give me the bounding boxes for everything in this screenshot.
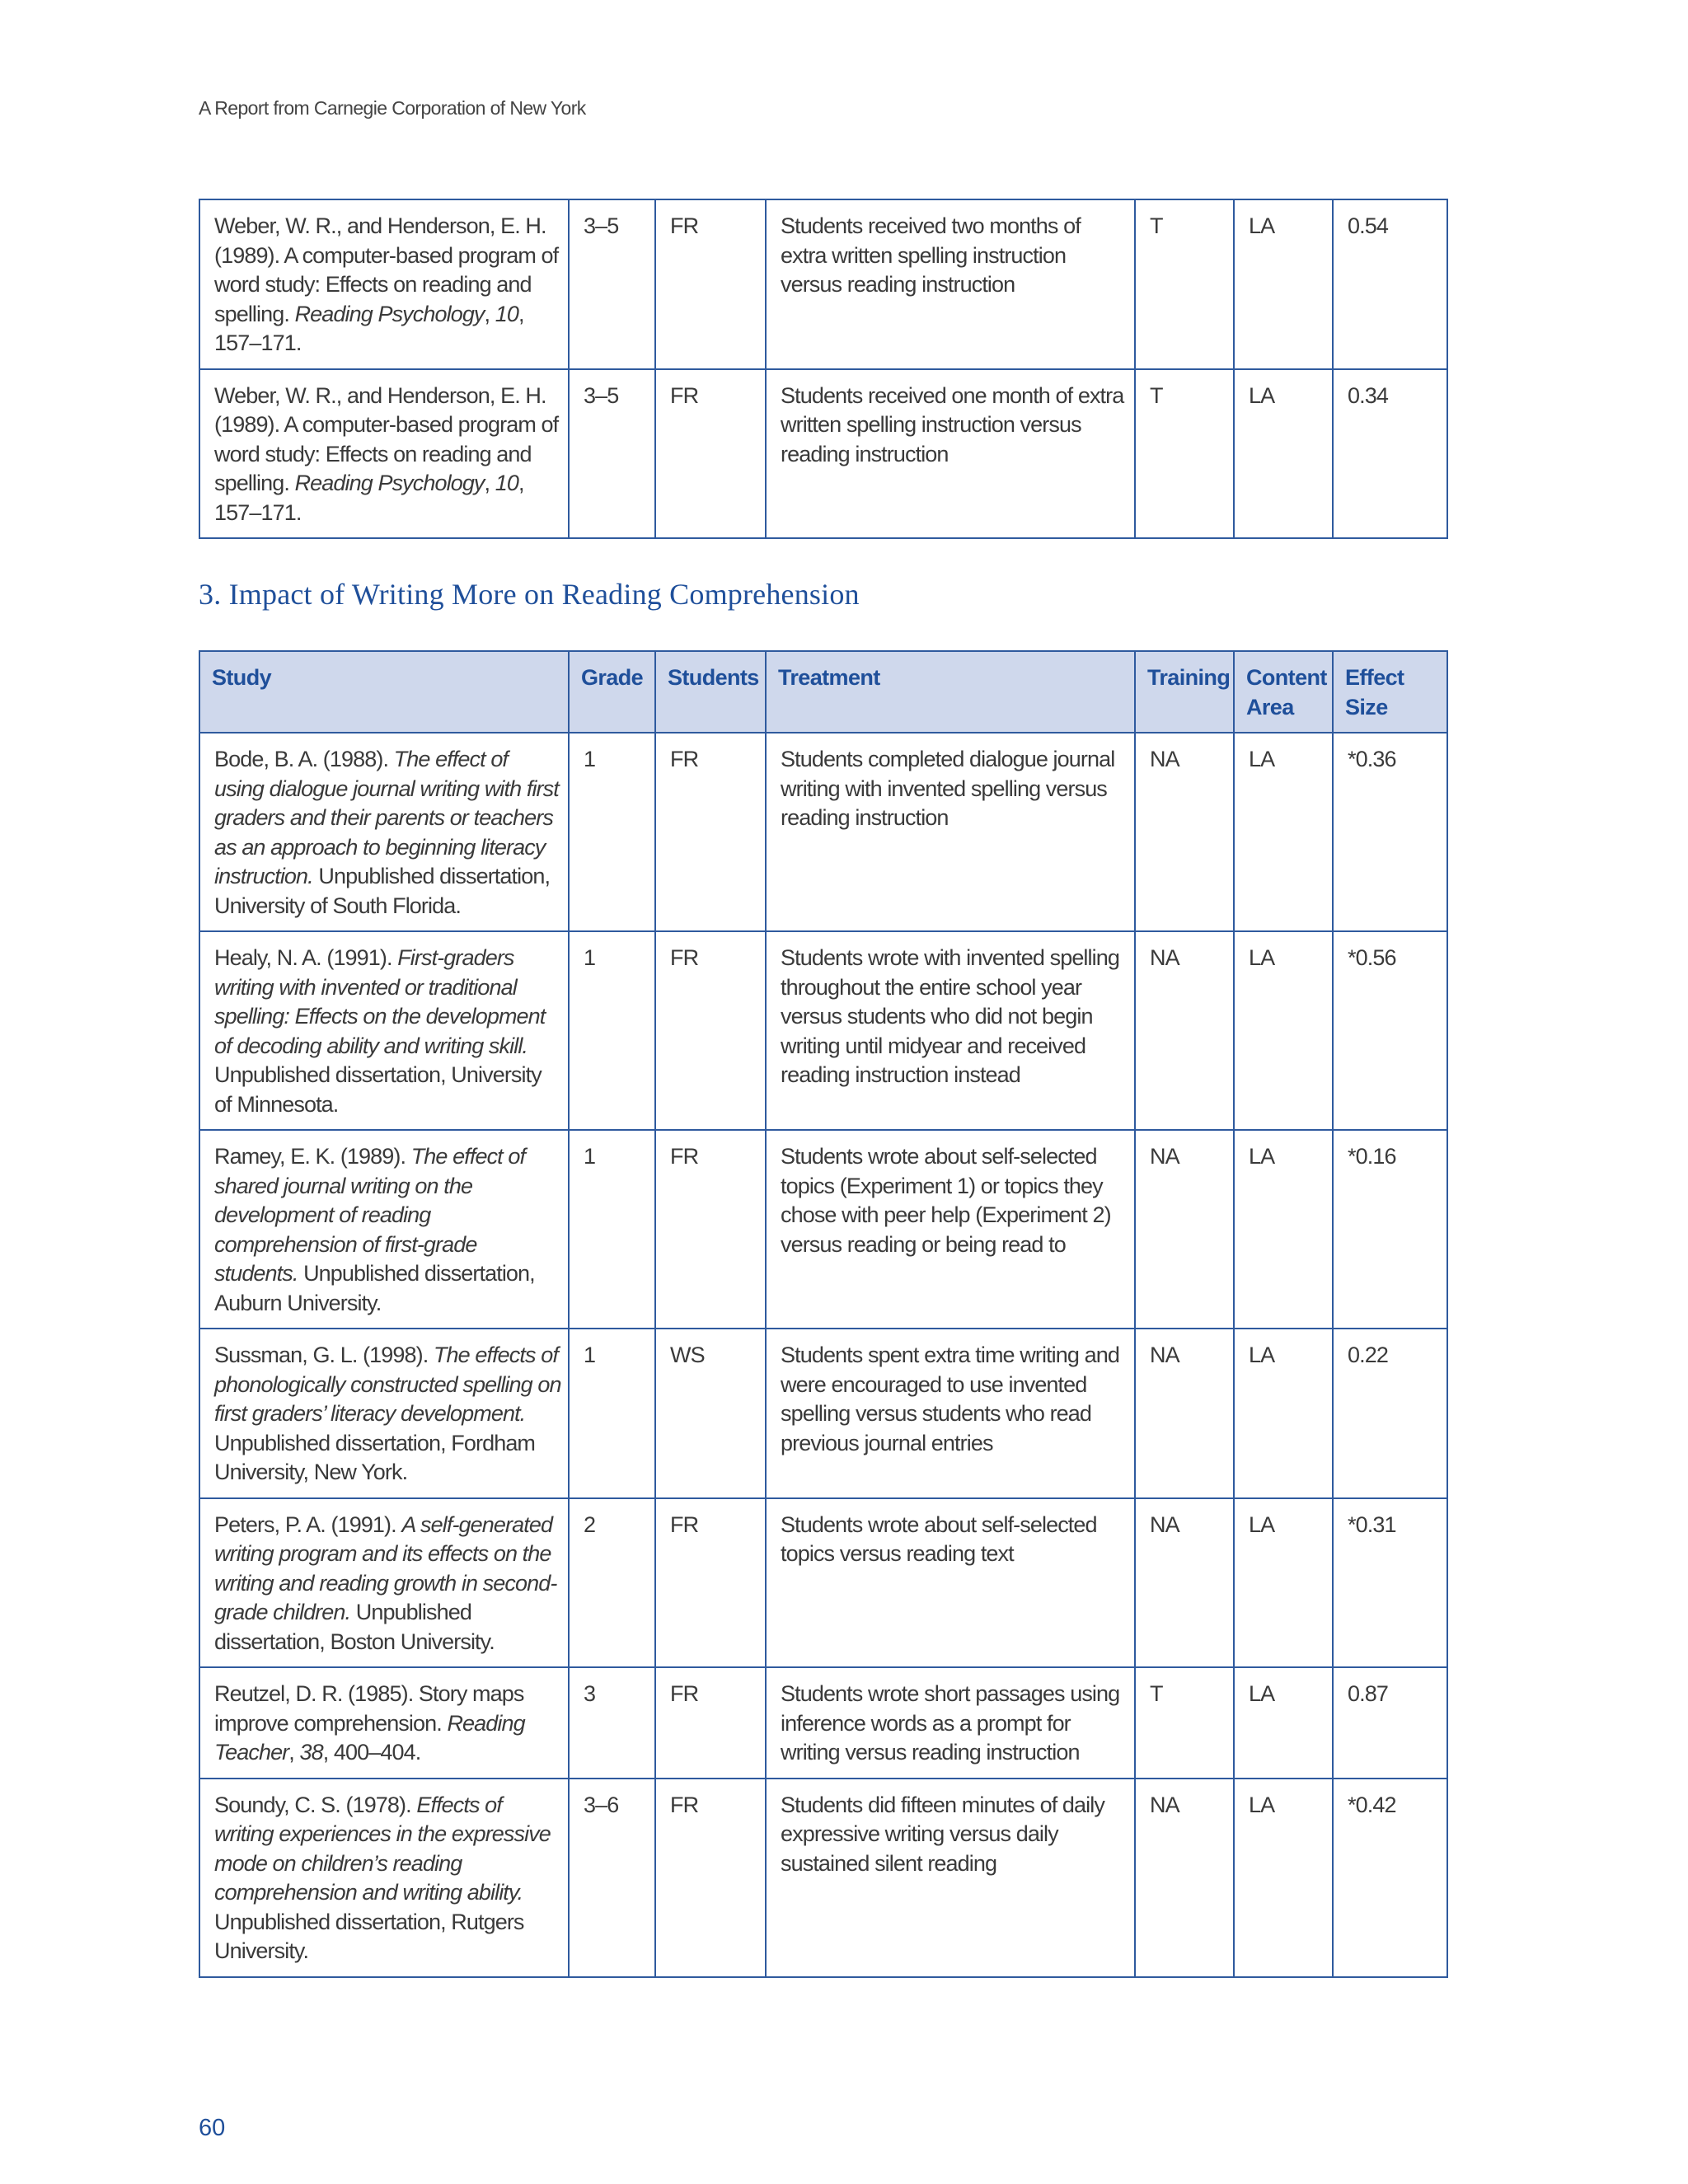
- grade-cell: 1: [569, 1130, 655, 1329]
- column-header-training: Training: [1135, 651, 1234, 733]
- training-cell: T: [1135, 369, 1234, 539]
- students-cell: FR: [655, 1667, 766, 1779]
- students-cell: FR: [655, 733, 766, 931]
- table-header-row: [199, 651, 1447, 733]
- study-cell: Soundy, C. S. (1978). Effects of writing experiences in the expressive mode on children’s reading comprehension and writing ability. Unpublished dissertation, Rutgers University.: [199, 1779, 569, 1977]
- effect-size-cell: *0.56: [1333, 931, 1447, 1130]
- study-cell: Ramey, E. K. (1989). The effect of shared journal writing on the development of reading comprehension of first-grade students. Unpublished dissertation, Auburn University.: [199, 1130, 569, 1329]
- treatment-cell: Students received two months of extra written spelling instruction versus reading instruction: [766, 199, 1135, 369]
- effect-size-cell: 0.22: [1333, 1329, 1447, 1498]
- students-cell: FR: [655, 1130, 766, 1329]
- table-row: [199, 733, 1447, 931]
- treatment-cell: Students wrote about self-selected topics (Experiment 1) or topics they chose with peer help (Experiment 2) versus reading or being read to: [766, 1130, 1135, 1329]
- study-cell: Peters, P. A. (1991). A self-generated writing program and its effects on the writing and reading growth in second-grade children. Unpublished dissertation, Boston University.: [199, 1498, 569, 1668]
- treatment-cell: Students spent extra time writing and were encouraged to use invented spelling versus students who read previous journal entries: [766, 1329, 1135, 1498]
- effect-size-cell: 0.54: [1333, 199, 1447, 369]
- table-row: [199, 1667, 1447, 1779]
- content-area-cell: LA: [1234, 931, 1333, 1130]
- students-cell: FR: [655, 1498, 766, 1668]
- table-row: [199, 1130, 1447, 1329]
- content-area-cell: LA: [1234, 1667, 1333, 1779]
- section-heading: 3. Impact of Writing More on Reading Comprehension: [199, 578, 860, 611]
- treatment-cell: Students wrote short passages using inference words as a prompt for writing versus reading instruction: [766, 1667, 1135, 1779]
- training-cell: T: [1135, 1667, 1234, 1779]
- column-header-study: Study: [199, 651, 569, 733]
- treatment-cell: Students did fifteen minutes of daily expressive writing versus daily sustained silent reading: [766, 1779, 1135, 1977]
- content-area-cell: LA: [1234, 1130, 1333, 1329]
- table-row: [199, 369, 1447, 539]
- training-cell: NA: [1135, 1779, 1234, 1977]
- grade-cell: 3: [569, 1667, 655, 1779]
- treatment-cell: Students received one month of extra written spelling instruction versus reading instruction: [766, 369, 1135, 539]
- study-cell: Reutzel, D. R. (1985). Story maps improve comprehension. Reading Teacher, 38, 400–404.: [199, 1667, 569, 1779]
- students-cell: FR: [655, 1779, 766, 1977]
- grade-cell: 2: [569, 1498, 655, 1668]
- grade-cell: 3–5: [569, 199, 655, 369]
- training-cell: NA: [1135, 1329, 1234, 1498]
- effect-size-cell: *0.42: [1333, 1779, 1447, 1977]
- study-cell: Weber, W. R., and Henderson, E. H. (1989). A computer-based program of word study: Effects on reading and spelling. Reading Psychology, 10, 157–171.: [199, 199, 569, 369]
- reading-comprehension-table: [199, 650, 1448, 1978]
- running-head: A Report from Carnegie Corporation of New York: [199, 97, 586, 119]
- treatment-cell: Students wrote about self-selected topics versus reading text: [766, 1498, 1135, 1668]
- grade-cell: 1: [569, 1329, 655, 1498]
- content-area-cell: LA: [1234, 1498, 1333, 1668]
- table-row: [199, 1779, 1447, 1977]
- training-cell: NA: [1135, 931, 1234, 1130]
- effect-size-cell: 0.34: [1333, 369, 1447, 539]
- grade-cell: 1: [569, 733, 655, 931]
- study-cell: Healy, N. A. (1991). First-graders writing with invented or traditional spelling: Effects on the development of decoding ability and writing skill. Unpublished dissertation, University of Minnesota.: [199, 931, 569, 1130]
- training-cell: T: [1135, 199, 1234, 369]
- table-row: [199, 1498, 1447, 1668]
- column-header-students: Students: [655, 651, 766, 733]
- effect-size-cell: *0.31: [1333, 1498, 1447, 1668]
- table-row: [199, 931, 1447, 1130]
- column-header-content-area: Content Area: [1234, 651, 1333, 733]
- grade-cell: 3–5: [569, 369, 655, 539]
- page-number: 60: [199, 2115, 226, 2141]
- column-header-grade: Grade: [569, 651, 655, 733]
- content-area-cell: LA: [1234, 199, 1333, 369]
- grade-cell: 3–6: [569, 1779, 655, 1977]
- effect-size-cell: *0.36: [1333, 733, 1447, 931]
- effect-size-cell: *0.16: [1333, 1130, 1447, 1329]
- students-cell: FR: [655, 369, 766, 539]
- studies-table-continued: [199, 199, 1448, 539]
- content-area-cell: LA: [1234, 733, 1333, 931]
- students-cell: WS: [655, 1329, 766, 1498]
- content-area-cell: LA: [1234, 1329, 1333, 1498]
- column-header-treatment: Treatment: [766, 651, 1135, 733]
- effect-size-cell: 0.87: [1333, 1667, 1447, 1779]
- study-cell: Sussman, G. L. (1998). The effects of phonologically constructed spelling on first graders’ literacy development. Unpublished dissertation, Fordham University, New York.: [199, 1329, 569, 1498]
- study-cell: Bode, B. A. (1988). The effect of using dialogue journal writing with first graders and their parents or teachers as an approach to beginning literacy instruction. Unpublished dissertation, University of South Florida.: [199, 733, 569, 931]
- grade-cell: 1: [569, 931, 655, 1130]
- treatment-cell: Students wrote with invented spelling throughout the entire school year versus students who did not begin writing until midyear and received reading instruction instead: [766, 931, 1135, 1130]
- content-area-cell: LA: [1234, 369, 1333, 539]
- training-cell: NA: [1135, 733, 1234, 931]
- treatment-cell: Students completed dialogue journal writing with invented spelling versus reading instruction: [766, 733, 1135, 931]
- training-cell: NA: [1135, 1130, 1234, 1329]
- study-cell: Weber, W. R., and Henderson, E. H. (1989). A computer-based program of word study: Effects on reading and spelling. Reading Psychology, 10, 157–171.: [199, 369, 569, 539]
- content-area-cell: LA: [1234, 1779, 1333, 1977]
- students-cell: FR: [655, 931, 766, 1130]
- training-cell: NA: [1135, 1498, 1234, 1668]
- students-cell: FR: [655, 199, 766, 369]
- column-header-effect-size: Effect Size: [1333, 651, 1447, 733]
- table-row: [199, 199, 1447, 369]
- table-row: [199, 1329, 1447, 1498]
